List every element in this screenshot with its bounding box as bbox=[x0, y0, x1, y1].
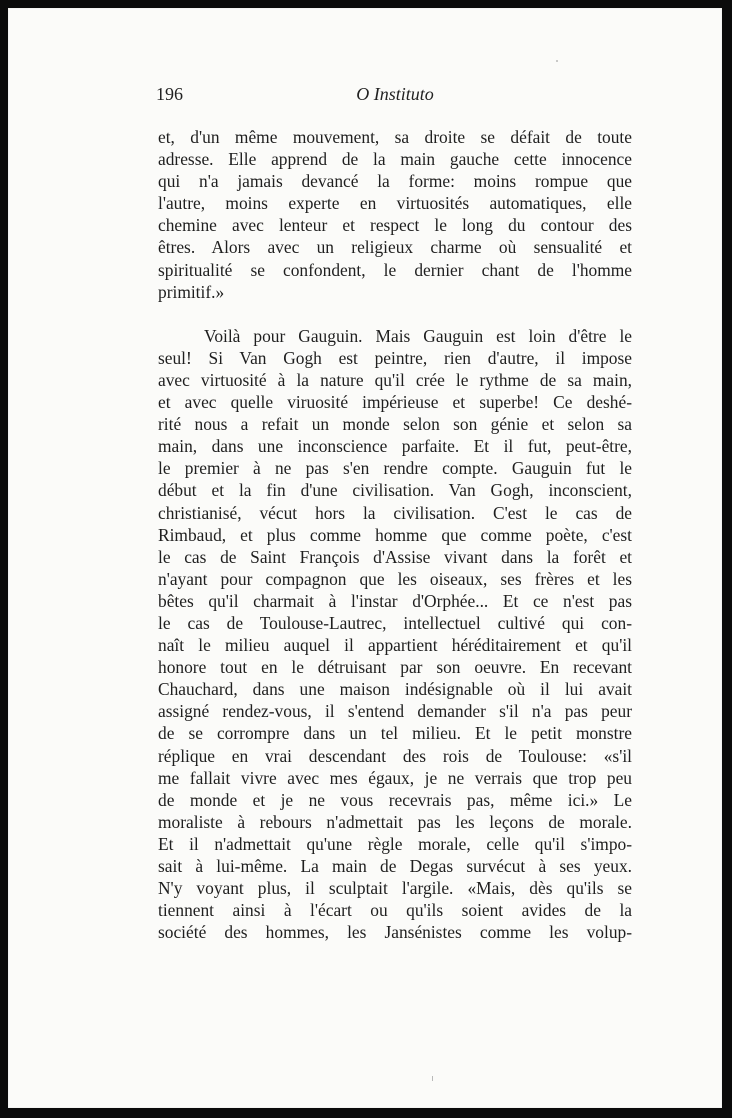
text-line: avec virtuosité à la nature qu'il crée le rythme de sa main, bbox=[158, 369, 632, 390]
paper-speck bbox=[556, 60, 558, 62]
text-line: Chauchard, dans une maison indésignable où il lui avait bbox=[158, 679, 632, 700]
page-header bbox=[156, 84, 634, 108]
text-line: rité nous a refait un monde selon son génie et selon sa bbox=[158, 414, 632, 435]
text-line: l'autre, moins experte en virtuosités automatiques, elle bbox=[158, 193, 632, 214]
paragraph-gap bbox=[158, 303, 632, 325]
text-line: Voilà pour Gauguin. Mais Gauguin est loin d'être le bbox=[204, 325, 632, 346]
paragraph bbox=[158, 126, 632, 303]
text-line: spiritualité se confondent, le dernier chant de l'homme bbox=[158, 259, 632, 280]
running-title: O Instituto bbox=[356, 84, 434, 104]
text-line: Rimbaud, et plus comme homme que comme poète, c'est bbox=[158, 524, 632, 545]
page-number: 196 bbox=[156, 84, 183, 104]
text-line: sait à lui-même. La main de Degas survécut à ses yeux. bbox=[158, 856, 632, 876]
text-line: adresse. Elle apprend de la main gauche cette innocence bbox=[158, 149, 632, 170]
text-line: société des hommes, les Jansénistes comme les volup- bbox=[158, 922, 632, 943]
text-line: qui n'a jamais devancé la forme: moins rompue que bbox=[158, 171, 632, 192]
text-line: de se corrompre dans un tel milieu. Et le petit monstre bbox=[158, 723, 632, 744]
text-line: assigné rendez-vous, il s'entend demander s'il n'a pas peur bbox=[158, 701, 632, 722]
paragraph bbox=[158, 325, 632, 944]
text-line: réplique en vrai descendant des rois de Toulouse: «s'il bbox=[158, 745, 632, 766]
text-line: tiennent ainsi à l'écart ou qu'ils soient avides de la bbox=[158, 900, 632, 921]
text-line: main, dans une inconscience parfaite. Et il fut, peut-être, bbox=[158, 436, 632, 457]
text-line: bêtes qu'il charmait à l'instar d'Orphée... Et ce n'est pas bbox=[158, 590, 632, 611]
text-line: le cas de Saint François d'Assise vivant dans la forêt et bbox=[158, 546, 632, 567]
text-line: le cas de Toulouse-Lautrec, intellectuel cultivé qui con- bbox=[158, 612, 632, 633]
text-line: christianisé, vécut hors la civilisation. C'est le cas de bbox=[158, 502, 632, 523]
text-line: moraliste à rebours n'admettait pas les leçons de morale. bbox=[158, 811, 632, 832]
text-line: honore tout en le détruisant par son oeuvre. En recevant bbox=[158, 657, 632, 678]
text-line: naît le milieu auquel il appartient héréditairement et qu'il bbox=[158, 635, 632, 656]
text-line: Et il n'admettait qu'une règle morale, celle qu'il s'impo- bbox=[158, 833, 632, 854]
text-line: seul! Si Van Gogh est peintre, rien d'autre, il impose bbox=[158, 347, 632, 368]
text-line: n'ayant pour compagnon que les oiseaux, ses frères et les bbox=[158, 568, 632, 589]
text-line: primitif.» bbox=[158, 281, 225, 302]
text-line: N'y voyant plus, il sculptait l'argile. «Mais, dès qu'ils se bbox=[158, 878, 632, 899]
text-line: chemine avec lenteur et respect le long du contour des bbox=[158, 215, 632, 236]
text-line: et, d'un même mouvement, sa droite se défait de toute bbox=[158, 127, 632, 147]
body-text bbox=[158, 126, 632, 943]
text-line: début et la fin d'une civilisation. Van Gogh, inconscient, bbox=[158, 480, 632, 501]
text-line: êtres. Alors avec un religieux charme où sensualité et bbox=[158, 237, 632, 258]
text-line: de monde et je ne vous recevrais pas, même ici.» Le bbox=[158, 789, 632, 810]
text-line: me fallait vivre avec mes égaux, je ne verrais que trop peu bbox=[158, 767, 632, 788]
paper-speck bbox=[432, 1076, 433, 1081]
text-line: et avec quelle viruosité impérieuse et superbe! Ce deshé- bbox=[158, 392, 632, 413]
book-page bbox=[8, 8, 722, 1108]
text-line: le premier à ne pas s'en rendre compte. Gauguin fut le bbox=[158, 458, 632, 479]
